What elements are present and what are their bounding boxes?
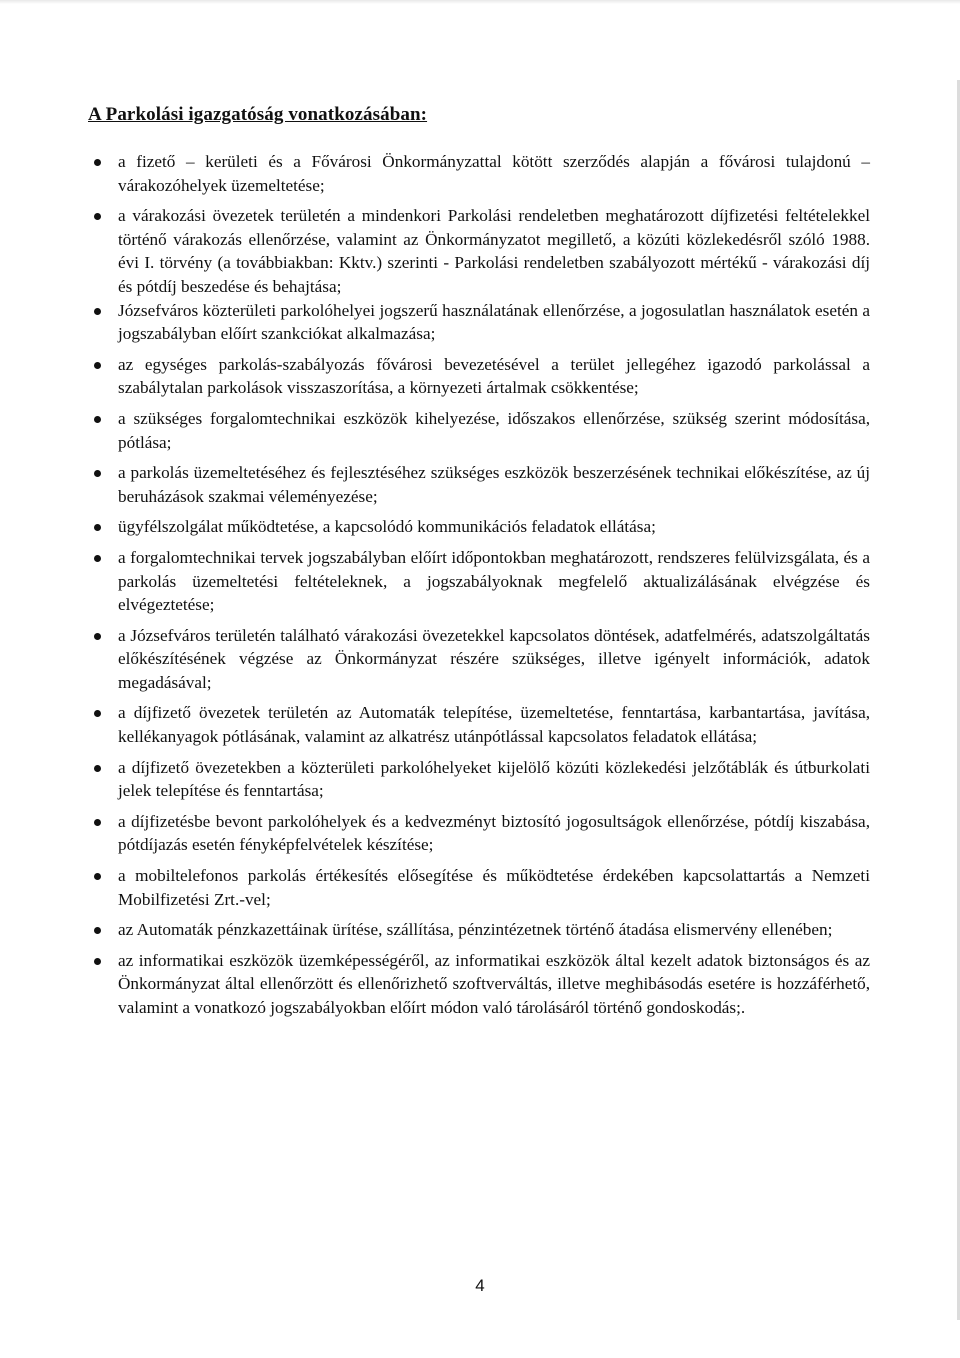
list-item-text: a fizető – kerületi és a Fővárosi Önkormányzattal kötött szerződés alapján a fővárosi tulajdonú – várakozóhelyek üzemeltetése;: [118, 152, 870, 195]
list-item-text: a díjfizetésbe bevont parkolóhelyek és a kedvezményt biztosító jogosultságok ellenőrzése, pótdíj kiszabása, pótdíjazás esetén fényképfelvételek készítése;: [118, 811, 870, 855]
bullet-icon: [94, 710, 101, 717]
list-item: [94, 949, 870, 1020]
list-item-text: a várakozási övezetek területén a mindenkori Parkolási rendeletben meghatározott díjfizetési feltételekkel történő várakozás ellenőrzése, valamint az Önkormányzatot megillető, a közúti közlekedésről szóló 1988. évi I. törvény (a továbbiakban: Kktv.) szerinti - Parkolási rendeletben szabályozott mértékű - várakozási díj és pótdíj beszedése és behajtása;: [118, 206, 870, 296]
content-body: [94, 150, 870, 1027]
list-item-text: a szükséges forgalomtechnikai eszközök kihelyezése, időszakos ellenőrzése, szükség szerint módosítása, pótlása;: [118, 408, 870, 452]
scan-edge-top: [0, 0, 960, 4]
list-item-text: a mobiltelefonos parkolás értékesítés elősegítése és működtetése érdekében kapcsolattartás a Nemzeti Mobilfizetési Zrt.-vel;: [118, 866, 870, 909]
list-item: [94, 918, 870, 942]
bullet-icon: [94, 159, 101, 166]
list-item: [94, 810, 870, 857]
list-item: [94, 150, 870, 197]
list-item: [94, 407, 870, 454]
list-item-text: az informatikai eszközök üzemképességéről, az informatikai eszközök által kezelt adatok biztonságos és az Önkormányzat által ellenőrzött és ellenőrizhető szoftverváltás, illetve meghibásodás esetére is hozzáférhető, valamint a vonatkozó jogszabályokban előírt módon való tárolásáról történő gondoskodás;.: [118, 950, 870, 1017]
bullet-icon: [94, 470, 101, 477]
list-item-text: a forgalomtechnikai tervek jogszabályban előírt időpontokban meghatározott, rendszeres felülvizsgálata, és a parkolás üzemeltetési feltételeknek, a jogszabályoknak megfelelő aktualizálásának elvégzése és elvégeztetése;: [118, 547, 870, 615]
bullet-icon: [94, 873, 101, 880]
list-item: [94, 353, 870, 400]
list-item: [94, 204, 870, 298]
list-item: [94, 299, 870, 346]
list-item-text: Józsefváros közterületi parkolóhelyei jogszerű használatának ellenőrzése, a jogosulatlan használatok esetén a jogszabályban előírt szankciókat alkalmazása;: [118, 300, 870, 344]
bullet-icon: [94, 927, 101, 934]
list-item: [94, 515, 870, 539]
page-number: 4: [475, 1276, 485, 1295]
list-item-text: a díjfizető övezetek területén az Automaták telepítése, üzemeltetése, fenntartása, karbantartása, javítása, kellékanyagok pótlásának, valamint az alkatrész utánpótlással kapcsolatos feladatok ellátása;: [118, 703, 870, 747]
bullet-icon: [94, 555, 101, 562]
list-item-text: a Józsefváros területén található várakozási övezetekkel kapcsolatos döntések, adatfelmérés, adatszolgáltatás előkészítésének végzése az Önkormányzat részére szükséges, illetve igényelt információk, adatok megadásával;: [118, 625, 870, 692]
list-item: [94, 546, 870, 617]
bullet-icon: [94, 362, 101, 369]
section-heading: A Parkolási igazgatóság vonatkozásában:: [88, 104, 428, 125]
list-item: [94, 756, 870, 803]
bullet-icon: [94, 416, 101, 423]
list-item-text: ügyfélszolgálat működtetése, a kapcsolódó kommunikációs feladatok ellátása;: [118, 517, 656, 537]
list-item-text: az Automaták pénzkazettáinak ürítése, szállítása, pénzintézetnek történő átadása elismervény ellenében;: [118, 920, 833, 940]
list-item-text: a díjfizető övezetekben a közterületi parkolóhelyeket kijelölő közúti közlekedési jelzőtáblák és útburkolati jelek telepítése és fenntartása;: [118, 757, 870, 801]
list-item-text: az egységes parkolás-szabályozás fővárosi bevezetésével a terület jellegéhez igazodó parkolással a szabálytalan parkolások visszaszorítása, a környezeti ártalmak csökkentése;: [118, 354, 870, 398]
bullet-icon: [94, 633, 101, 640]
task-list: [94, 150, 870, 1020]
bullet-icon: [94, 524, 101, 531]
bullet-icon: [94, 213, 101, 220]
list-item-text: a parkolás üzemeltetéséhez és fejlesztéséhez szükséges eszközök beszerzésének technikai előkészítése, az új beruházások szakmai véleményezése;: [118, 463, 870, 506]
bullet-icon: [94, 819, 101, 826]
list-item: [94, 461, 870, 508]
list-item: [94, 624, 870, 695]
bullet-icon: [94, 765, 101, 772]
list-item: [94, 701, 870, 748]
bullet-icon: [94, 958, 101, 965]
list-item: [94, 864, 870, 911]
bullet-icon: [94, 308, 101, 315]
